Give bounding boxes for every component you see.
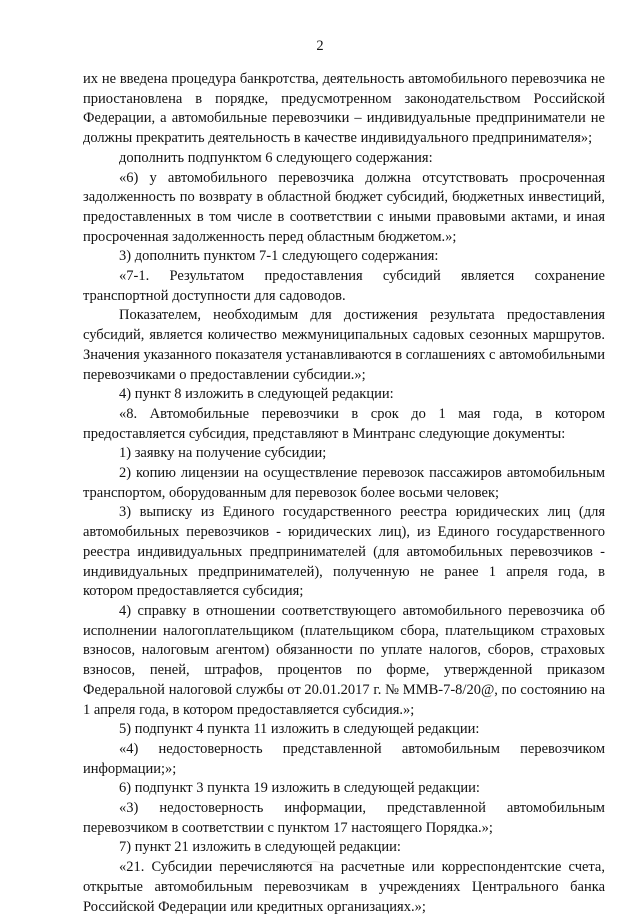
paragraph-point-21: «21. Субсидии перечисляются на расчетные или корреспондентские счета, открытые автомобильным перевозчикам в учреждениях Центрального банка Российской Федерации или кредитных организациях.»; (83, 859, 605, 915)
paragraph-item-4: 4) пункт 8 изложить в следующей редакции: (119, 386, 394, 403)
paragraph-amendment-intro: дополнить подпунктом 6 следующего содержания: (119, 149, 433, 166)
paragraph-point-7-1: «7-1. Результатом предоставления субсидий является сохранение транспортной доступности для садоводов. (83, 268, 605, 304)
page-number: 2 (316, 38, 324, 54)
paragraph-doc-2: 2) копию лицензии на осуществление перевозок пассажиров автомобильным транспортом, оборудованным для перевозок более восьми человек; (83, 465, 605, 501)
document-body (83, 70, 605, 917)
paragraph-item-6: 6) подпункт 3 пункта 19 изложить в следующей редакции: (119, 780, 480, 797)
paragraph-subpoint-4: «4) недостоверность представленной автомобильным перевозчиком информации;»; (83, 740, 605, 777)
paragraph-continuation: их не введена процедура банкротства, деятельность автомобильного перевозчика не приостановлена в порядке, предусмотренном законодательством Российской Федерации, а автомобильные перевозчики – индивидуальные предприниматели не должны прекратить деятельность в качестве индивидуального предпринимателя»; (83, 71, 605, 147)
paragraph-point-8: «8. Автомобильные перевозчики в срок до 1 мая года, в котором предоставляется субсидия, представляют в Минтранс следующие документы: (83, 405, 605, 442)
paragraph-indicator: Показателем, необходимым для достижения результата предоставления субсидий, является количество межмуниципальных садовых сезонных маршрутов. Значения указанного показателя устанавливаются в соглашениях с автомобильными перевозчиками о предоставлении субсидии.»; (83, 307, 605, 383)
paragraph-item-3: 3) дополнить пунктом 7-1 следующего содержания: (119, 248, 439, 265)
paragraph-doc-1: 1) заявку на получение субсидии; (119, 445, 327, 462)
scan-smudge-mark (268, 858, 338, 872)
paragraph-item-7: 7) пункт 21 изложить в следующей редакции: (119, 839, 401, 856)
paragraph-doc-3: 3) выписку из Единого государственного реестра юридических лиц (для автомобильных перевозчиков - юридических лиц), из Единого государственного реестра индивидуальных предпринимателей (для автомобильных перевозчиков - индивидуальных предпринимателей), полученную не ранее 1 апреля года, в котором предоставляется субсидия; (83, 504, 605, 600)
paragraph-doc-4: 4) справку в отношении соответствующего автомобильного перевозчика об исполнении налогоплательщиком (плательщиком сбора, плательщиком страховых взносов, налоговым агентом) обязанности по уплате налогов, сборов, страховых взносов, пеней, штрафов, процентов по форме, утвержденной приказом Федеральной налоговой службы от 20.01.2017 г. № ММВ-7-8/20@, по состоянию на 1 апреля года, в котором предоставляется субсидия.»; (83, 602, 605, 718)
paragraph-subpoint-3: «3) недостоверность информации, представленной автомобильным перевозчиком в соответствии с пунктом 17 настоящего Порядка.»; (83, 800, 605, 836)
paragraph-subpoint-6: «6) у автомобильного перевозчика должна отсутствовать просроченная задолженность по возврату в областной бюджет субсидий, бюджетных инвестиций, предоставленных в том числе в соответствии с иными правовыми актами, и иная просроченная задолженность перед областным бюджетом.»; (83, 169, 605, 245)
paragraph-item-5: 5) подпункт 4 пункта 11 изложить в следующей редакции: (119, 721, 480, 738)
